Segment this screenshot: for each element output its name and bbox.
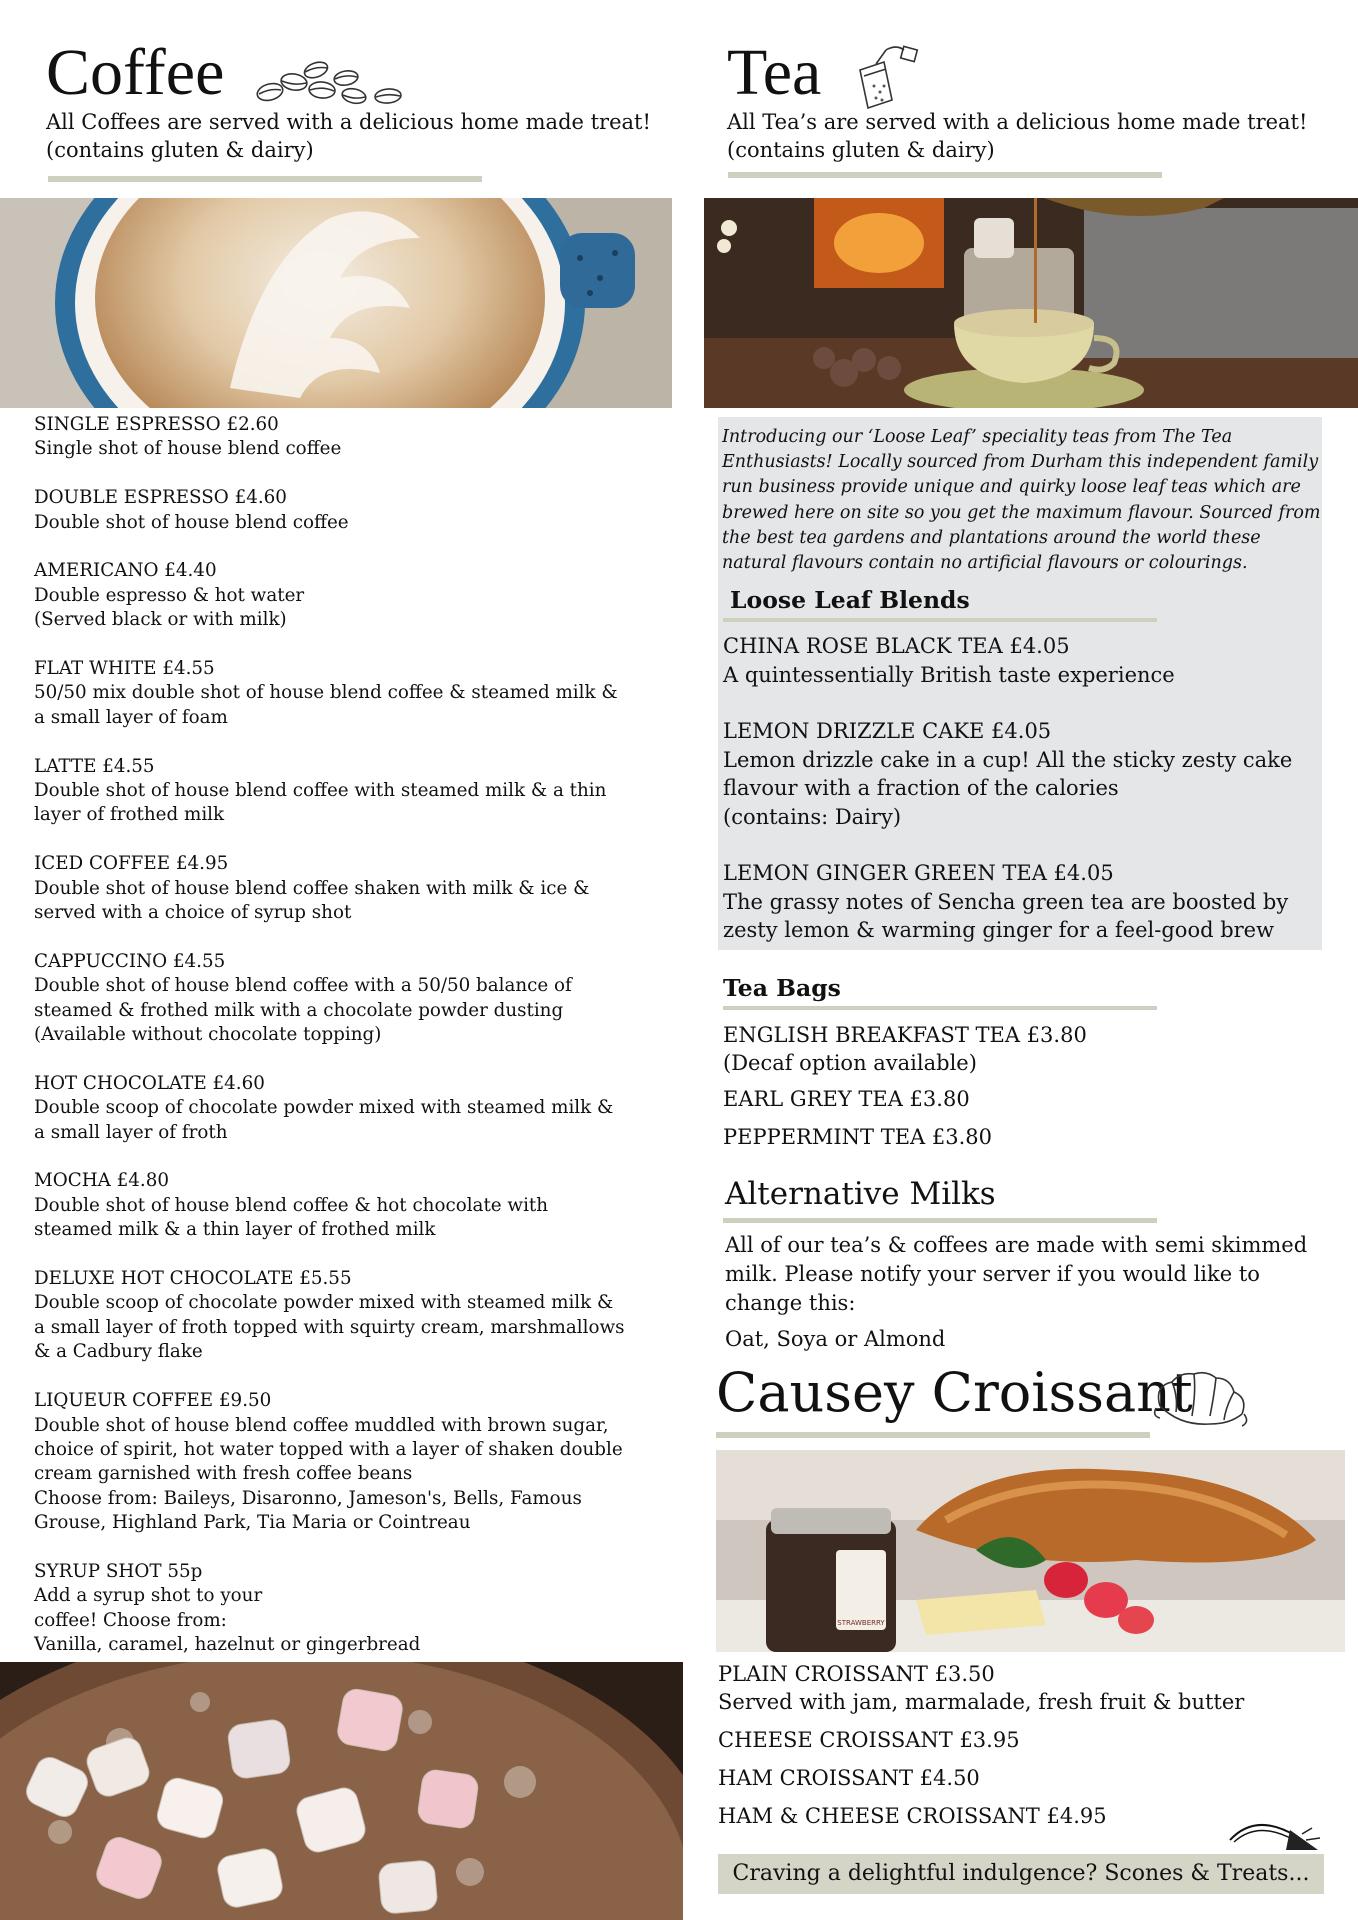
loose-leaf-list: [723, 632, 1313, 945]
coffee-item-desc: Double scoop of chocolate powder mixed with steamed milk & a small layer of froth: [34, 1097, 614, 1143]
latte-photo: [0, 198, 672, 408]
coffee-item-desc: Double shot of house blend coffee: [34, 511, 349, 533]
coffee-item-title: HOT CHOCOLATE £4.60: [34, 1072, 265, 1094]
coffee-item-title: SYRUP SHOT 55p: [34, 1560, 203, 1582]
coffee-item: [34, 1072, 654, 1145]
tea-item: [723, 632, 1313, 689]
croissant-icon: [1150, 1366, 1254, 1436]
tea-item-note: (contains: Dairy): [723, 804, 902, 829]
tea-bag-note: (Decaf option available): [723, 1051, 977, 1075]
coffee-beans-icon: [250, 56, 406, 106]
coffee-item-title: CAPPUCCINO £4.55: [34, 950, 226, 972]
coffee-item: [34, 657, 654, 730]
coffee-item-title: DELUXE HOT CHOCOLATE £5.55: [34, 1268, 352, 1290]
tea-item: [723, 859, 1313, 945]
coffee-item-desc: Double espresso & hot water (Served black or with milk): [34, 584, 305, 631]
hot-chocolate-photo: [0, 1662, 683, 1920]
tea-bag-title: PEPPERMINT TEA £3.80: [723, 1125, 993, 1149]
coffee-item: [34, 413, 654, 462]
croissant-title: Causey Croissant: [716, 1361, 1193, 1424]
croissant-item-title: HAM CROISSANT £4.50: [718, 1766, 980, 1790]
coffee-item-title: ICED COFFEE £4.95: [34, 853, 229, 875]
tea-item-title: CHINA ROSE BLACK TEA £4.05: [723, 634, 1070, 658]
tea-header-divider: [728, 172, 1162, 178]
coffee-item: [34, 1267, 654, 1365]
coffee-item-desc: Double scoop of chocolate powder mixed with steamed milk & a small layer of froth topped with squirty cream, marshmallows & a Cadbury flake: [34, 1292, 625, 1363]
tea-bag-title: EARL GREY TEA £3.80: [723, 1087, 970, 1111]
croissant-item-title: CHEESE CROISSANT £3.95: [718, 1728, 1020, 1752]
alternative-milks-heading: Alternative Milks: [725, 1176, 996, 1212]
coffee-item: [34, 559, 654, 632]
coffee-item-desc: Single shot of house blend coffee: [34, 438, 342, 460]
coffee-item: [34, 755, 654, 828]
croissant-item-title: PLAIN CROISSANT £3.50: [718, 1662, 995, 1686]
tea-pouring-photo: [704, 198, 1358, 408]
coffee-item-desc: Double shot of house blend coffee with a 50/50 balance of steamed & frothed milk with a chocolate powder dusting (Available without chocolate topping): [34, 975, 572, 1046]
coffee-intro: [46, 108, 686, 164]
alternative-milks-text: All of our tea’s & coffees are made with semi skimmed milk. Please notify your server if you would like to change this:: [725, 1233, 1308, 1315]
alternative-milks-divider: [723, 1218, 1157, 1223]
coffee-item-title: SINGLE ESPRESSO £2.60: [34, 414, 279, 435]
coffee-item: [34, 1389, 654, 1535]
coffee-intro-line2: (contains gluten & dairy): [46, 138, 314, 162]
coffee-item-title: MOCHA £4.80: [34, 1170, 169, 1192]
coffee-item: [34, 1169, 654, 1242]
tea-item-desc: The grassy notes of Sencha green tea are boosted by zesty lemon & warming ginger for a feel-good brew: [723, 889, 1289, 942]
tea-item-title: LEMON GINGER GREEN TEA £4.05: [723, 861, 1114, 885]
curved-arrow-icon: [1226, 1812, 1326, 1858]
tea-item-desc: A quintessentially British taste experience: [723, 662, 1175, 687]
loose-leaf-divider: [723, 618, 1157, 622]
tea-bags-heading: Tea Bags: [723, 974, 841, 1002]
tea-item-title: LEMON DRIZZLE CAKE £4.05: [723, 719, 1052, 743]
croissant-item-title: HAM & CHEESE CROISSANT £4.95: [718, 1804, 1107, 1828]
tea-bag-item: [723, 1021, 1313, 1077]
croissant-divider: [716, 1432, 1150, 1438]
coffee-item-desc: Double shot of house blend coffee shaken with milk & ice & served with a choice of syrup shot: [34, 877, 590, 924]
jam-jar-label: STRAWBERRY: [837, 1619, 885, 1627]
croissant-list: [718, 1660, 1328, 1830]
coffee-item-title: FLAT WHITE £4.55: [34, 658, 215, 680]
tea-bag-item: [723, 1123, 1313, 1151]
tea-intro-line2: (contains gluten & dairy): [727, 138, 995, 162]
croissant-item: [718, 1764, 1328, 1792]
tea-bag-item: [723, 1085, 1313, 1113]
tea-item-desc: Lemon drizzle cake in a cup! All the sticky zesty cake flavour with a fraction of the calories: [723, 747, 1293, 800]
croissant-photo: [716, 1450, 1345, 1652]
scones-treats-link[interactable]: Craving a delightful indulgence? Scones & Treats...: [718, 1854, 1324, 1894]
coffee-item-desc: Double shot of house blend coffee with steamed milk & a thin layer of frothed milk: [34, 780, 607, 826]
tea-bags-divider: [723, 1006, 1157, 1010]
tea-intro: [727, 108, 1347, 164]
croissant-item-desc: Served with jam, marmalade, fresh fruit & butter: [718, 1690, 1245, 1714]
croissant-item: [718, 1660, 1328, 1716]
teabag-icon: [846, 42, 920, 114]
tea-title: Tea: [727, 36, 822, 109]
coffee-header-divider: [48, 176, 482, 182]
coffee-item-title: LATTE £4.55: [34, 755, 155, 777]
coffee-intro-line1: All Coffees are served with a delicious home made treat!: [46, 110, 651, 134]
tea-item: [723, 717, 1313, 831]
coffee-item: [34, 852, 654, 925]
coffee-item-title: AMERICANO £4.40: [34, 560, 217, 582]
coffee-item-title: DOUBLE ESPRESSO £4.60: [34, 487, 287, 509]
tea-intro-line1: All Tea’s are served with a delicious home made treat!: [727, 110, 1308, 134]
tea-bag-title: ENGLISH BREAKFAST TEA £3.80: [723, 1023, 1087, 1047]
coffee-item-desc: Double shot of house blend coffee & hot chocolate with steamed milk & a thin layer of frothed milk: [34, 1194, 549, 1241]
coffee-item: [34, 486, 654, 535]
coffee-item: [34, 950, 654, 1048]
tea-bags-list: [723, 1021, 1313, 1151]
coffee-title: Coffee: [46, 36, 225, 109]
loose-leaf-heading: Loose Leaf Blends: [730, 586, 970, 614]
coffee-item: [34, 1560, 654, 1658]
coffee-item-title: LIQUEUR COFFEE £9.50: [34, 1390, 272, 1412]
croissant-item: [718, 1726, 1328, 1754]
alternative-milks-options: Oat, Soya or Almond: [725, 1327, 946, 1351]
coffee-item-desc: 50/50 mix double shot of house blend coffee & steamed milk & a small layer of foam: [34, 682, 618, 728]
coffee-item-desc: Add a syrup shot to your coffee! Choose from: Vanilla, caramel, hazelnut or gingerbread: [34, 1585, 421, 1656]
tea-blurb: Introducing our ‘Loose Leaf’ speciality teas from The Tea Enthusiasts! Locally sourced from Durham this independent family run business provide unique and quirky loose leaf teas which are brewed here on site so you get the maximum flavour. Sourced from the best tea gardens and plantations around the world these natural flavours contain no artificial flavours or colourings.: [722, 427, 1321, 574]
coffee-menu-list: [34, 413, 654, 1658]
coffee-item-desc: Double shot of house blend coffee muddled with brown sugar, choice of spirit, hot water topped with a layer of shaken double cream garnished with fresh coffee beans Choose from: Baileys, Disaronno, Jameson's, Bells, Famous Grouse, Highland Park, Tia Maria or Cointreau: [34, 1414, 623, 1534]
